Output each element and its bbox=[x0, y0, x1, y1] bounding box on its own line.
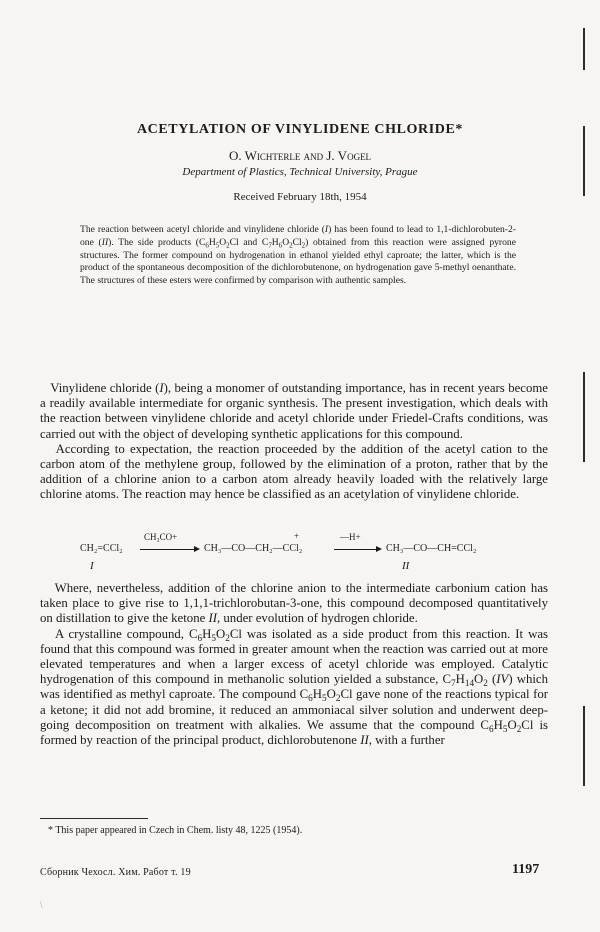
label-compound-ii: II bbox=[402, 560, 410, 572]
cation-charge: + bbox=[294, 531, 300, 541]
scan-mark: \ bbox=[40, 900, 43, 910]
abstract: The reaction between acetyl chloride and vinylidene chloride (I) has been found to lead to 1,1-dichlorobuten-2-one (II). The side products ($C_6H_5O_2Cl$ and $C_7H_6O_2Cl_2$) obtained from this reaction were assigned pyrone structures. The former compound on hydrogenation in ethanol yielded ethyl caproate; the latter, which is the product of the spontaneous decomposition of the dichlorobutenone, on hydrogenation gave 5-methyl oenanthate. The structures of these esters were confirmed by comparison with authentic samples. bbox=[80, 224, 516, 287]
body-paragraph-discussion: Where, nevertheless, addition of the chlorine anion to the intermediate carbonium cation has taken place to give rise to 1,1,1-trichlorobutan-3-one, this compound decomposed quantitatively on distillation to give the ketone II, under evolution of hydrogen chloride. A crystalline compound, $C_6H_5O_2Cl$ was isolated as a side product from this reaction. It was found that this compound was formed in greater amount when the reaction was carried out at more elevated temperatures and when a larger excess of acetyl chloride was employed. Catalytic hydrogenation of this compound in methanolic solution yielded a substance, $C_7H_{14}O_2$ (IV) which was identified as methyl caproate. The compound $C_6H_5O_2Cl$ gave none of the reactions typical for a ketone; it did not add bromine, it reduced an ammoniacal silver solution and underwent deep-going decomposition on treatment with alkalies. We assume that the compound $C_6H_5O_2Cl$ is formed by reaction of the principal product, dichlorobutenone II, with a further bbox=[40, 581, 549, 748]
received-date: Received February 18th, 1954 bbox=[233, 191, 367, 203]
reagent-label-acetyl: CH₃CO+ bbox=[144, 532, 178, 542]
footnote-divider bbox=[40, 818, 148, 819]
reaction-arrow-line bbox=[140, 549, 196, 550]
reaction-arrow-line bbox=[334, 549, 378, 550]
journal-name: Сборник Чехосл. Хим. Работ т. 19 bbox=[40, 867, 191, 878]
page-number: 1197 bbox=[512, 862, 540, 877]
affiliation: Department of Plastics, Technical University, Prague bbox=[182, 166, 418, 178]
label-compound-i: I bbox=[90, 560, 94, 572]
product-formula: CH₃—CO—CH=CCl₂ bbox=[386, 543, 477, 554]
intermediate-formula: CH₃—CO—CH₂—CCl₂ bbox=[204, 543, 303, 554]
scan-edge-line bbox=[583, 372, 585, 462]
arrow-head-icon bbox=[194, 546, 200, 552]
scan-edge-line bbox=[583, 706, 585, 786]
reactant-formula: CH₂=CCl₂ bbox=[80, 543, 123, 554]
body-paragraph-intro: Vinylidene chloride (I), being a monomer of outstanding importance, has in recent years become a readily available intermediate for organic synthesis. The present investigation, which deals with the reaction between vinylidene chloride and acetyl chloride under Friedel-Crafts conditions, was carried out with the object of developing synthetic applications for this compound. According to expectation, the reaction proceeded by the addition of the acetyl cation to the carbon atom of the methylene group, followed by the elimination of a proton, rather that by the addition of a chlorine anion to a carbon atom already heavily loaded with the relatively large chlorine atoms. The reaction may hence be classified as an acetylation of vinylidene chloride. bbox=[40, 381, 548, 502]
footnote: * This paper appeared in Czech in Chem. listy 48, 1225 (1954). bbox=[48, 825, 303, 836]
reaction-scheme bbox=[80, 532, 520, 574]
scan-edge-line bbox=[583, 28, 585, 70]
paper-title: ACETYLATION OF VINYLIDENE CHLORIDE* bbox=[136, 122, 464, 137]
authors: O. Wichterle and J. Vogel bbox=[228, 148, 372, 163]
reagent-label-proton: —H+ bbox=[340, 532, 361, 542]
arrow-head-icon bbox=[376, 546, 382, 552]
